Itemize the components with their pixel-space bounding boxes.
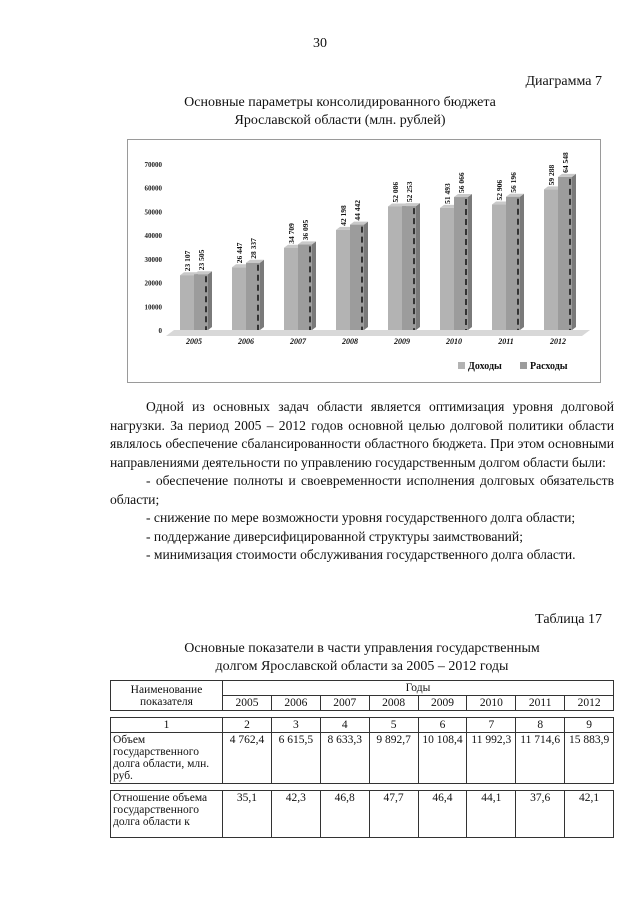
y-tick-label: 20000: [144, 279, 162, 288]
y-tick-label: 30000: [144, 255, 162, 264]
x-tick-label: 2007: [290, 337, 306, 346]
data-label: 36 095: [301, 219, 310, 241]
bullet-item: - снижение по мере возможности уровня государственного долга области;: [146, 510, 576, 525]
data-label: 52 906: [495, 179, 504, 201]
data-label: 26 447: [235, 242, 244, 264]
table-cell: 8 633,3: [320, 733, 369, 784]
x-tick-label: 2011: [498, 337, 514, 346]
chart-title: [120, 94, 560, 130]
index-cell: 7: [467, 718, 516, 733]
table-title: [110, 640, 614, 676]
year-cell: 2012: [565, 696, 614, 711]
table-row: [111, 791, 614, 838]
bar-chart: [127, 139, 601, 383]
y-tick-label: 50000: [144, 208, 162, 217]
y-tick-label: 10000: [144, 303, 162, 312]
x-tick-label: 2010: [446, 337, 462, 346]
table-cell: 10 108,4: [418, 733, 467, 784]
table-header-row: [111, 681, 614, 696]
year-cell: 2008: [369, 696, 418, 711]
index-cell: 9: [565, 718, 614, 733]
intro-paragraph: Одной из основных задач области является оптимизация уровня долговой нагрузки. За период 2005 – 2012 годов основной целью долговой политики области являлось обеспечение сбалансированности областного бюджета. При этом основными направлениями деятельности по управлению государственным долгом области были:: [110, 399, 614, 470]
page-number: 30: [313, 36, 327, 51]
table-spacer: [111, 711, 614, 718]
legend-swatch-income: [458, 362, 465, 369]
data-label: 44 442: [353, 199, 362, 221]
chart-floor: [166, 330, 590, 336]
income-bar: [336, 230, 350, 330]
header-years: Годы: [223, 681, 614, 696]
header-indicator-name: Наименование показателя: [111, 681, 223, 711]
year-cell: 2005: [223, 696, 272, 711]
legend-label-expense: Расходы: [530, 361, 568, 372]
table-index-row: [111, 718, 614, 733]
income-bar: [440, 208, 454, 330]
data-label: 28 337: [249, 238, 258, 259]
table-cell: 35,1: [223, 791, 272, 838]
spacer-cell: [111, 711, 614, 718]
index-cell: 4: [320, 718, 369, 733]
bullet-item: - обеспечение полноты и своевременности исполнения долговых обязательств области;: [110, 473, 614, 507]
table-cell: 15 883,9: [565, 733, 614, 784]
table-cell: 11 714,6: [516, 733, 565, 784]
chart-title-line-1: Основные параметры консолидированного бюджета: [184, 95, 496, 110]
table-cell: 47,7: [369, 791, 418, 838]
table-cell: 42,3: [271, 791, 320, 838]
bar-side: [364, 222, 368, 330]
x-tick-label: 2005: [186, 337, 202, 346]
table-cell: 42,1: [565, 791, 614, 838]
x-tick-label: 2006: [238, 337, 254, 346]
table-cell: 46,8: [320, 791, 369, 838]
table-spacer: [111, 784, 614, 791]
bar-side: [208, 271, 212, 330]
income-bar: [544, 189, 558, 330]
body-text: [110, 398, 614, 565]
bullet-item: - минимизация стоимости обслуживания государственного долга области.: [146, 547, 576, 562]
index-cell: 5: [369, 718, 418, 733]
year-cell: 2009: [418, 696, 467, 711]
income-bar: [284, 248, 298, 330]
bar-side: [416, 203, 420, 330]
income-bar: [388, 206, 402, 330]
index-cell: 1: [111, 718, 223, 733]
data-label: 59 288: [547, 164, 556, 186]
income-bar: [492, 205, 506, 330]
diagram-label: Диаграмма 7: [525, 74, 602, 89]
y-tick-label: 60000: [144, 184, 162, 193]
y-tick-label: 40000: [144, 232, 162, 241]
year-cell: 2011: [516, 696, 565, 711]
data-label: 42 198: [339, 205, 348, 226]
index-cell: 2: [223, 718, 272, 733]
year-cell: 2007: [320, 696, 369, 711]
debt-table: [110, 680, 614, 838]
data-label: 56 196: [509, 172, 518, 193]
data-label: 52 086: [391, 181, 400, 203]
y-tick-label: 0: [158, 327, 162, 335]
data-label: 56 066: [457, 172, 466, 194]
table-row: [111, 733, 614, 784]
table-cell: 6 615,5: [271, 733, 320, 784]
row-label: Отношение объема государственного долга области к: [111, 791, 223, 838]
y-tick-label: 70000: [144, 161, 162, 169]
index-cell: 3: [271, 718, 320, 733]
legend-swatch-expense: [520, 362, 527, 369]
table-label: Таблица 17: [535, 612, 602, 627]
row-label: Объем государственного долга области, млн. руб.: [111, 733, 223, 784]
bar-side: [260, 260, 264, 330]
x-tick-label: 2012: [550, 337, 566, 346]
table-cell: 4 762,4: [223, 733, 272, 784]
index-cell: 6: [418, 718, 467, 733]
table-cell: 46,4: [418, 791, 467, 838]
bar-side: [312, 241, 316, 330]
table-cell: 44,1: [467, 791, 516, 838]
bar-chart-svg: [128, 140, 600, 382]
table-title-line-1: Основные показатели в части управления государственным: [184, 641, 540, 656]
year-cell: 2010: [467, 696, 516, 711]
x-tick-label: 2009: [394, 337, 410, 346]
year-cell: 2006: [271, 696, 320, 711]
table-cell: 9 892,7: [369, 733, 418, 784]
income-bar: [232, 267, 246, 330]
bar-side: [468, 194, 472, 330]
data-label: 34 709: [287, 223, 296, 244]
index-cell: 8: [516, 718, 565, 733]
data-label: 52 253: [405, 181, 414, 203]
legend-label-income: Доходы: [468, 361, 502, 372]
chart-title-line-2: Ярославской области (млн. рублей): [234, 113, 446, 128]
spacer-cell: [111, 784, 614, 791]
table-cell: 11 992,3: [467, 733, 516, 784]
bullet-item: - поддержание диверсифицированной структуры заимствований;: [146, 528, 523, 544]
bar-side: [572, 174, 576, 330]
income-bar: [180, 275, 194, 330]
bar-side: [520, 194, 524, 330]
table-cell: 37,6: [516, 791, 565, 838]
x-tick-label: 2008: [342, 337, 358, 346]
table-title-line-2: долгом Ярославской области за 2005 – 2012 годы: [215, 659, 509, 674]
data-label: 64 548: [561, 152, 570, 173]
data-label: 23 107: [183, 250, 192, 272]
data-label: 23 505: [197, 249, 206, 271]
data-label: 51 493: [443, 183, 452, 204]
